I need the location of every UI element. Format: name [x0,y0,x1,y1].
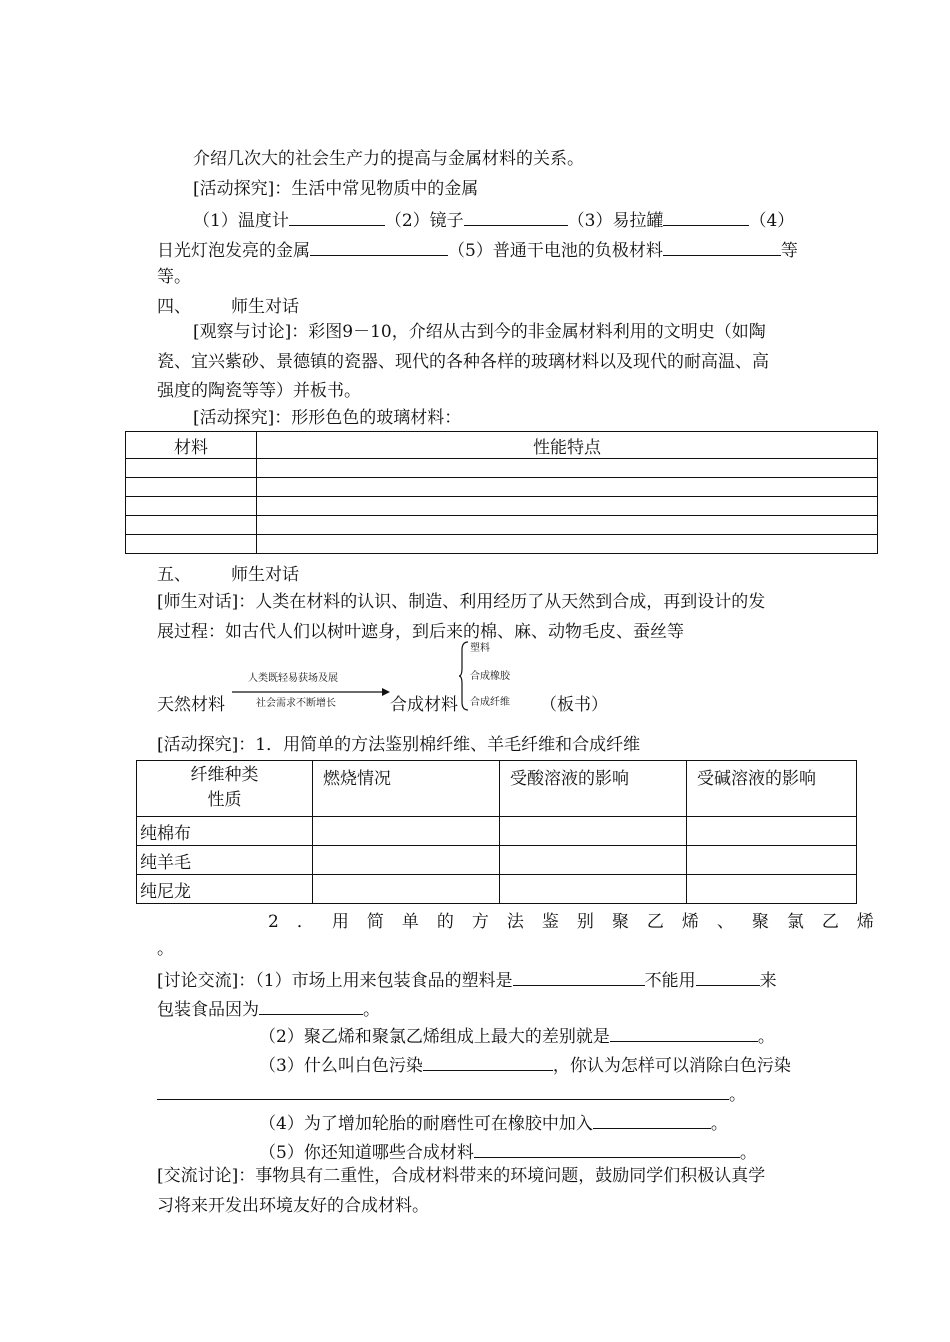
fiber-cell[interactable] [313,846,500,875]
glass-cell[interactable] [257,535,878,554]
section5-number: 五、 [157,565,191,585]
q2-blank[interactable] [464,208,568,226]
disc-q1-because: 包装食品因为 [157,1000,259,1020]
fiber-cell[interactable] [313,875,500,904]
brace-icon [458,640,470,712]
discussion-q4 [259,1111,728,1134]
disc-q5-blank[interactable] [474,1140,740,1158]
glass-header-material: 材料 [126,432,257,459]
glass-activity-title: [活动探究]：形形色色的玻璃材料： [193,408,462,428]
branch-fiber: 合成纤维 [470,697,510,708]
observation-line2: 瓷、宜兴紫砂、景德镇的瓷器、现代的各种各样的玻璃材料以及现代的耐高温、高 [157,352,769,372]
discussion-line2 [157,997,380,1020]
fiber-cell[interactable] [687,846,857,875]
disc-q1-cannot: 不能用 [644,971,696,991]
glass-cell[interactable] [257,478,878,497]
disc-period: 。 [757,1027,775,1047]
q3-label: （3）易拉罐 [567,211,664,231]
discussion-q5 [259,1140,757,1163]
glass-cell[interactable] [257,497,878,516]
fiber-cell[interactable] [500,817,687,846]
disc-q2-blank[interactable] [610,1024,758,1042]
disc-period: 。 [739,1143,757,1163]
intro-text: 介绍几次大的社会生产力的提高与金属材料的关系。 [193,149,584,169]
disc-q1-label: （1）市场上用来包装食品的塑料是 [255,971,513,991]
arrow-top-text: 人类既轻易获场及展 [248,673,338,684]
fiber-cell[interactable] [687,875,857,904]
etc-line: 等。 [157,267,191,287]
discussion-q2 [259,1024,775,1047]
fiber-cell[interactable] [313,817,500,846]
branch-rubber: 合成橡胶 [470,671,510,682]
etc-text: 等 [780,241,798,261]
fiber-corner-cell [137,761,313,817]
activity1-title: [活动探究]：生活中常见物质中的金属 [193,179,479,199]
disc-period: 。 [363,1000,380,1020]
row-label-cotton: 纯棉布 [137,817,313,846]
discussion-q3-line2 [157,1082,746,1105]
disc-q2-label: （2）聚乙烯和聚氯乙烯组成上最大的差别就是 [259,1027,610,1047]
synthetic-material-label: 合成材料 [390,695,458,715]
discussion-q3 [259,1053,791,1076]
q1-label: （1）温度计 [193,211,289,231]
branch-plastic: 塑料 [470,643,490,654]
disc-q1-blank1[interactable] [513,968,645,986]
closing-line1: [交流讨论]：事物具有二重性，合成材料带来的环境问题，鼓励同学们积极认真学 [157,1166,766,1186]
glass-header-properties: 性能特点 [257,432,878,459]
closing-line2: 习将来开发出环境友好的合成材料。 [157,1196,429,1216]
disc-q5-label: （5）你还知道哪些合成材料 [259,1143,474,1163]
observation-line1: [观察与讨论]：彩图9－10，介绍从古到今的非金属材料利用的文明史（如陶 [193,322,766,342]
glass-material-table [125,431,878,554]
q5-blank[interactable] [663,238,781,256]
glass-cell[interactable] [126,459,257,478]
fiber-table [136,760,857,904]
corner-bottom-label: 性质 [207,790,242,810]
glass-cell[interactable] [257,516,878,535]
board-note: （板书） [540,695,608,715]
dialog-line2: 展过程：如古代人们以树叶遮身，到后来的棉、麻、动物毛皮、蚕丝等 [157,622,684,642]
q4-label: 日光灯泡发亮的金属 [157,241,310,261]
q3-blank[interactable] [663,208,749,226]
q4-blank[interactable] [310,238,448,256]
disc-q1-lai: 来 [759,971,777,991]
section5-title: 师生对话 [231,565,299,585]
item2-text: 2．用简单的方法鉴别聚乙烯、聚氯乙烯 [268,912,892,932]
observation-line3: 强度的陶瓷等等）并板书。 [157,381,361,401]
q4-number: （4） [749,211,795,231]
header-alkali: 受碱溶液的影响 [687,761,857,817]
disc-period: 。 [710,1114,728,1134]
disc-q3-label: （3）什么叫白色污染 [259,1056,423,1076]
activity1-questions-line1 [193,208,794,231]
arrow-icon [232,686,390,698]
disc-q1-blank2[interactable] [696,968,760,986]
dialog-line1: [师生对话]：人类在材料的认识、制造、利用经历了从天然到合成，再到设计的发 [157,592,766,612]
discussion-line1 [157,968,777,991]
header-burning: 燃烧情况 [313,761,500,817]
discussion-label: [讨论交流]： [157,971,256,991]
section4-title: 师生对话 [231,297,299,317]
q1-blank[interactable] [289,208,385,226]
glass-cell[interactable] [126,497,257,516]
item2-tail: 。 [157,939,174,959]
header-acid: 受酸溶液的影响 [500,761,687,817]
disc-q4-label: （4）为了增加轮胎的耐磨性可在橡胶中加入 [259,1114,593,1134]
q5-label: （5）普通干电池的负极材料 [448,241,663,261]
row-label-wool: 纯羊毛 [137,846,313,875]
fiber-cell[interactable] [500,875,687,904]
activity1-questions-line2 [157,238,798,261]
glass-cell[interactable] [126,516,257,535]
fiber-cell[interactable] [500,846,687,875]
disc-q3-blank2[interactable] [157,1082,729,1100]
row-label-nylon: 纯尼龙 [137,875,313,904]
disc-q3-label2: ，你认为怎样可以消除白色污染 [552,1056,791,1076]
disc-period: 。 [729,1085,746,1105]
natural-material-label: 天然材料 [157,695,225,715]
section4-number: 四、 [157,297,191,317]
arrow-bottom-text: 社会需求不断增长 [256,698,336,709]
glass-cell[interactable] [126,535,257,554]
activity2-title: [活动探究]：1．用简单的方法鉴别棉纤维、羊毛纤维和合成纤维 [157,735,641,755]
fiber-cell[interactable] [687,817,857,846]
corner-top-label: 纤维种类 [190,765,259,785]
disc-q3-blank1[interactable] [423,1053,553,1071]
disc-q4-blank[interactable] [593,1111,711,1129]
q2-label: （2）镜子 [384,211,464,231]
glass-cell[interactable] [126,478,257,497]
glass-cell[interactable] [257,459,878,478]
disc-q1-blank3[interactable] [259,997,363,1015]
